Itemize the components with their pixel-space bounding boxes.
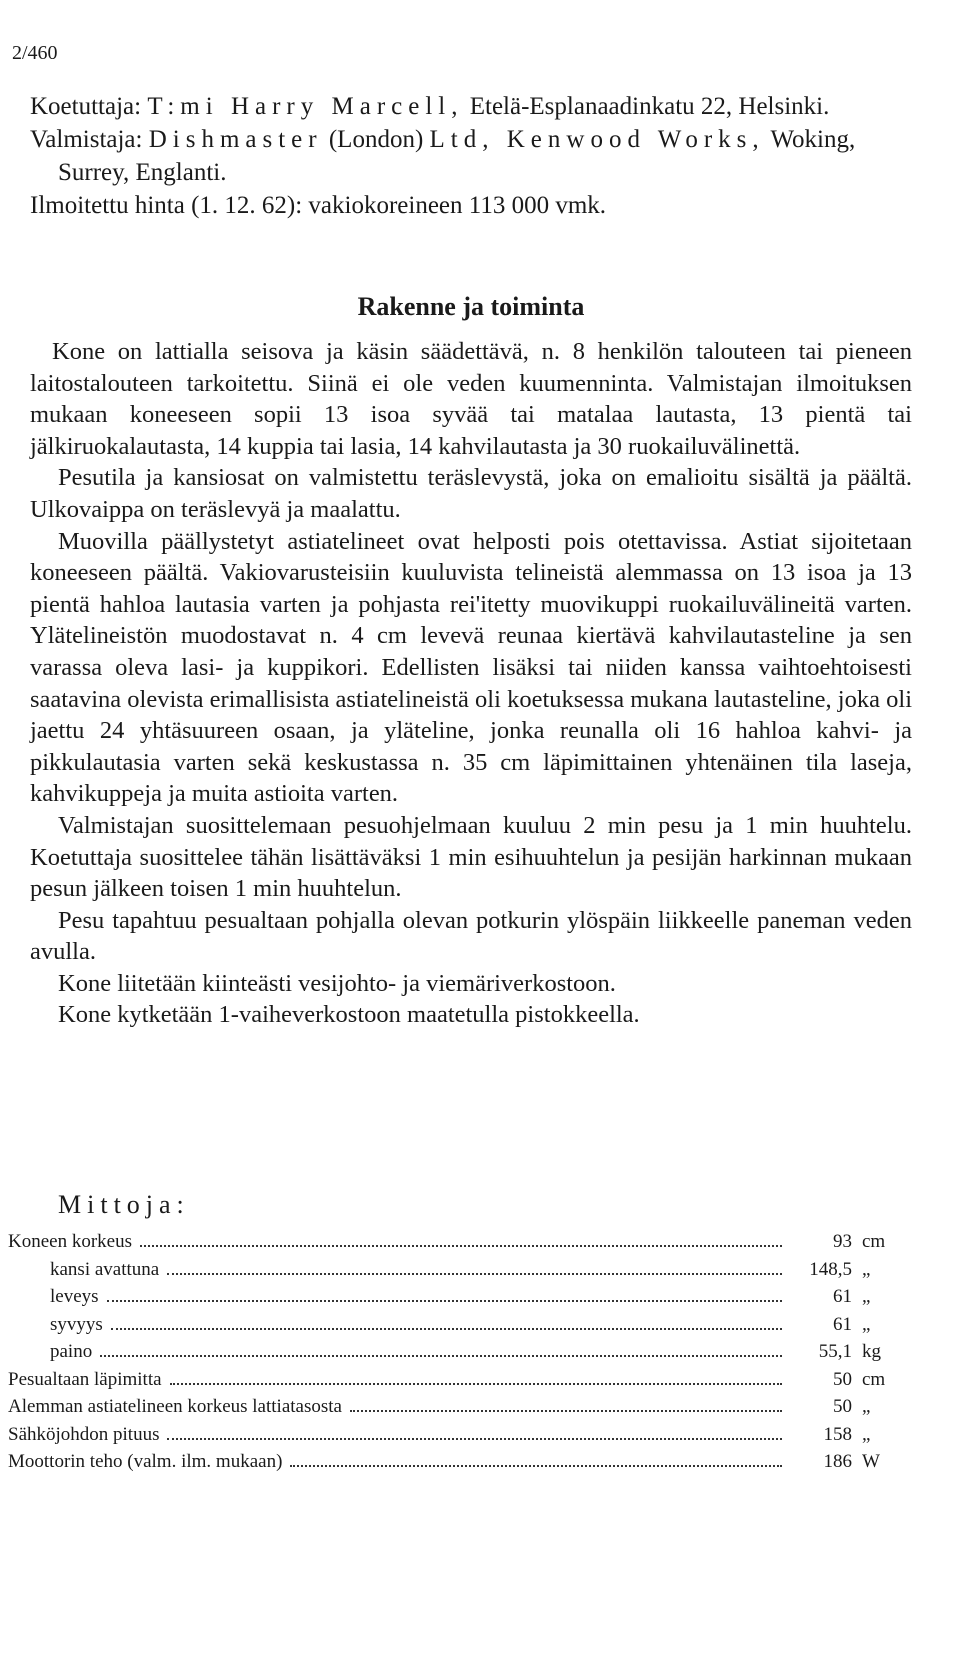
price-line: Ilmoitettu hinta (1. 12. 62): vakiokoreineen 113 000 vmk.	[30, 192, 607, 219]
paragraph: Pesu tapahtuu pesualtaan pohjalla olevan potkurin ylöspäin liikkeelle paneman veden avulla.	[30, 906, 912, 966]
dot-leader	[100, 1355, 782, 1357]
measurement-unit: „	[862, 1258, 871, 1280]
measurement-label: Sähköjohdon pituus	[8, 1423, 160, 1445]
header-info	[30, 90, 912, 222]
dot-leader	[107, 1300, 782, 1302]
measurement-unit: „	[862, 1286, 871, 1307]
measurement-label: kansi avattuna	[50, 1258, 160, 1280]
measurement-unit: „	[862, 1313, 871, 1335]
measurement-value: 55,1	[818, 1341, 852, 1362]
measurement-row	[8, 1369, 906, 1397]
measurement-label: paino	[50, 1341, 93, 1362]
measurement-unit: W	[862, 1451, 880, 1472]
measurement-label: Alemman astiatelineen korkeus lattiatasosta	[8, 1396, 342, 1417]
maker-label: Valmistaja:	[30, 126, 143, 153]
measurement-label: Koneen korkeus	[8, 1231, 132, 1252]
tester-address: Etelä-Esplanaadinkatu 22, Helsinki.	[463, 93, 830, 120]
body-text	[30, 336, 912, 1031]
dot-leader	[170, 1383, 782, 1385]
measurement-value: 158	[823, 1423, 852, 1445]
tester-name: T:mi Harry Marcell,	[147, 93, 464, 120]
maker-location: (London)	[322, 126, 430, 153]
measurement-value: 61	[833, 1313, 852, 1335]
maker-name: Dishmaster	[148, 126, 323, 153]
section-heading: Rakenne ja toiminta	[357, 292, 585, 321]
measurements-table	[8, 1231, 906, 1479]
paragraph: Valmistajan suosittelemaan pesuohjelmaan kuuluu 2 min pesu ja 1 min huuhtelu. Koetuttaja suosittelee tähän lisättäväksi 1 min esihuuhtelun ja pesijän harkinnan mukaan pesun jälkeen toisen 1 min huuhtelun.	[30, 811, 912, 903]
measurement-unit: kg	[862, 1341, 881, 1362]
tester-line	[30, 90, 912, 123]
tester-label: Koetuttaja:	[30, 93, 142, 120]
maker-address: Woking, Surrey, Englanti.	[58, 126, 856, 186]
measurement-row	[8, 1424, 906, 1452]
dot-leader	[350, 1410, 782, 1412]
maker-works: Ltd, Kenwood Works,	[429, 126, 765, 153]
measurement-label: Pesualtaan läpimitta	[8, 1368, 162, 1390]
measurement-value: 61	[833, 1286, 852, 1307]
measurements-heading: Mittoja:	[58, 1190, 190, 1219]
measurement-label: leveys	[50, 1286, 99, 1307]
measurement-unit: „	[862, 1396, 871, 1417]
measurement-value: 50	[833, 1396, 852, 1417]
maker-line	[30, 123, 912, 189]
dot-leader	[140, 1245, 782, 1247]
paragraph: Kone kytketään 1-vaiheverkostoon maatetulla pistokkeella.	[58, 1001, 640, 1029]
measurement-row	[8, 1341, 906, 1369]
measurement-row	[8, 1314, 906, 1342]
measurement-value: 148,5	[809, 1258, 852, 1280]
paragraph: Pesutila ja kansiosat on valmistettu teräslevystä, joka on emalioitu sisältä ja päältä. Ulkovaippa on teräslevyä ja maalattu.	[30, 464, 912, 523]
measurement-row	[8, 1231, 906, 1259]
measurement-row	[8, 1286, 906, 1314]
measurement-label: Moottorin teho (valm. ilm. mukaan)	[8, 1451, 283, 1472]
paragraph: Kone liitetään kiinteästi vesijohto- ja viemäriverkostoon.	[58, 969, 616, 997]
page-number: 2/460	[12, 42, 58, 64]
measurement-unit: cm	[862, 1231, 886, 1252]
dot-leader	[111, 1328, 782, 1330]
dot-leader	[167, 1438, 782, 1440]
measurement-row	[8, 1396, 906, 1424]
paragraph: Muovilla päällystetyt astiatelineet ovat helposti pois otettavissa. Astiat sijoitetaan koneeseen päältä. Vakiovarusteisiin kuuluvista telineistä alemmassa on 13 isoa ja 13 pientä hahloa lautasia varten ja pohjasta rei'itetty muovikuppi ruokailuvälineitä varten. Ylätelineistön muodostavat n. 4 cm levevä reunaa kiertävä kahvilautasteline ja sen varassa oleva lasi- ja kuppikori. Edellisten lisäksi tai niiden kanssa vaihtoehtoisesti saatavina olevista erimallisista astiatelineistä oli koetuksessa mukana lautasteline, joka oli jaettu 24 yhtäsuureen osaan, ja yläteline, jonka reunalla oli 16 hahloa kahvi- ja pikkulautasia varten sekä keskustassa n. 35 cm läpimittainen yhtenäinen tila laseja, kahvikuppeja ja muita astioita varten.	[30, 527, 912, 808]
measurement-value: 50	[833, 1368, 852, 1390]
dot-leader	[290, 1465, 782, 1467]
measurement-row	[8, 1259, 906, 1287]
dot-leader	[167, 1273, 782, 1275]
measurement-unit: cm	[862, 1368, 886, 1390]
measurement-row	[8, 1451, 906, 1479]
measurement-unit: „	[862, 1423, 871, 1445]
paragraph: Kone on lattialla seisova ja käsin säädettävä, n. 8 henkilön talouteen tai pieneen laitostalouteen tarkoitettu. Siinä ei ole veden kuumenninta. Valmistajan ilmoituksen mukaan koneeseen sopii 13 isoa syvää tai matalaa lautasta, 13 pientä tai jälkiruokalautasta, 14 kuppia tai lasia, 14 kahvilautasta ja 30 ruokailuvälinettä.	[30, 338, 912, 460]
measurement-value: 93	[833, 1231, 852, 1252]
measurement-label: syvyys	[50, 1313, 103, 1335]
measurement-value: 186	[823, 1451, 852, 1472]
